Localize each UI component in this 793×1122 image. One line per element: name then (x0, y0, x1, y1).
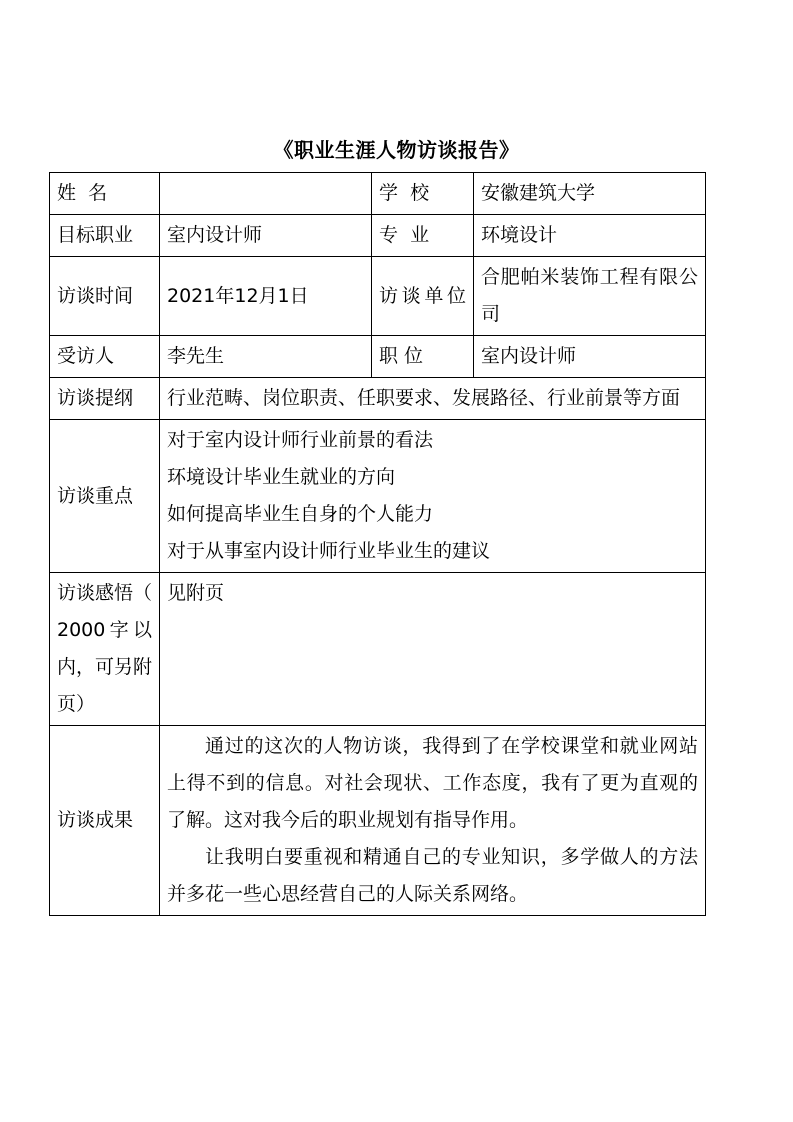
focus-label: 访谈重点 (50, 420, 160, 573)
position-label: 职 位 (372, 336, 474, 378)
interviewee-label: 受访人 (50, 336, 160, 378)
target-job-label: 目标职业 (50, 215, 160, 257)
result-label: 访谈成果 (50, 726, 160, 916)
result-paragraph: 让我明白要重视和精通自己的专业知识，多学做人的方法并多花一些心思经营自己的人际关系网络。 (167, 846, 698, 905)
report-title: 《职业生涯人物访谈报告》 (273, 138, 520, 162)
school-value: 安徽建筑大学 (474, 173, 706, 215)
school-label: 学 校 (372, 173, 474, 215)
table-row-focus (50, 420, 706, 573)
interview-time-label: 访谈时间 (50, 257, 160, 336)
insight-value: 见附页 (160, 573, 706, 726)
major-value: 环境设计 (474, 215, 706, 257)
interview-time-value: 2021年12月1日 (160, 257, 372, 336)
outline-value: 行业范畴、岗位职责、任职要求、发展路径、行业前景等方面 (160, 378, 706, 420)
major-label: 专 业 (372, 215, 474, 257)
table-row-insight (50, 573, 706, 726)
table-row-result (50, 726, 706, 916)
focus-list (160, 420, 706, 573)
target-job-value: 室内设计师 (160, 215, 372, 257)
name-label: 姓 名 (50, 173, 160, 215)
outline-label: 访谈提纲 (50, 378, 160, 420)
table-row-outline (50, 378, 706, 420)
focus-item: 如何提高毕业生自身的个人能力 (167, 503, 434, 525)
focus-item: 对于室内设计师行业前景的看法 (167, 429, 434, 451)
interview-unit-value: 合肥帕米装饰工程有限公司 (474, 257, 706, 336)
insight-label: 访谈感悟（ 2000字以内，可另附页） (50, 573, 160, 726)
position-value: 室内设计师 (474, 336, 706, 378)
result-content (160, 726, 706, 916)
table-row-name (50, 173, 706, 215)
interview-report-table (49, 172, 706, 916)
table-row-target-job (50, 215, 706, 257)
interviewee-value: 李先生 (160, 336, 372, 378)
name-value (160, 173, 372, 215)
result-paragraph: 通过的这次的人物访谈，我得到了在学校课堂和就业网站上得不到的信息。对社会现状、工作态度，我有了更为直观的了解。这对我今后的职业规划有指导作用。 (167, 735, 698, 831)
table-row-interviewee (50, 336, 706, 378)
focus-item: 环境设计毕业生就业的方向 (167, 466, 396, 488)
interview-unit-label: 访谈单位 (372, 257, 474, 336)
table-row-interview-time (50, 257, 706, 336)
focus-item: 对于从事室内设计师行业毕业生的建议 (167, 540, 491, 562)
